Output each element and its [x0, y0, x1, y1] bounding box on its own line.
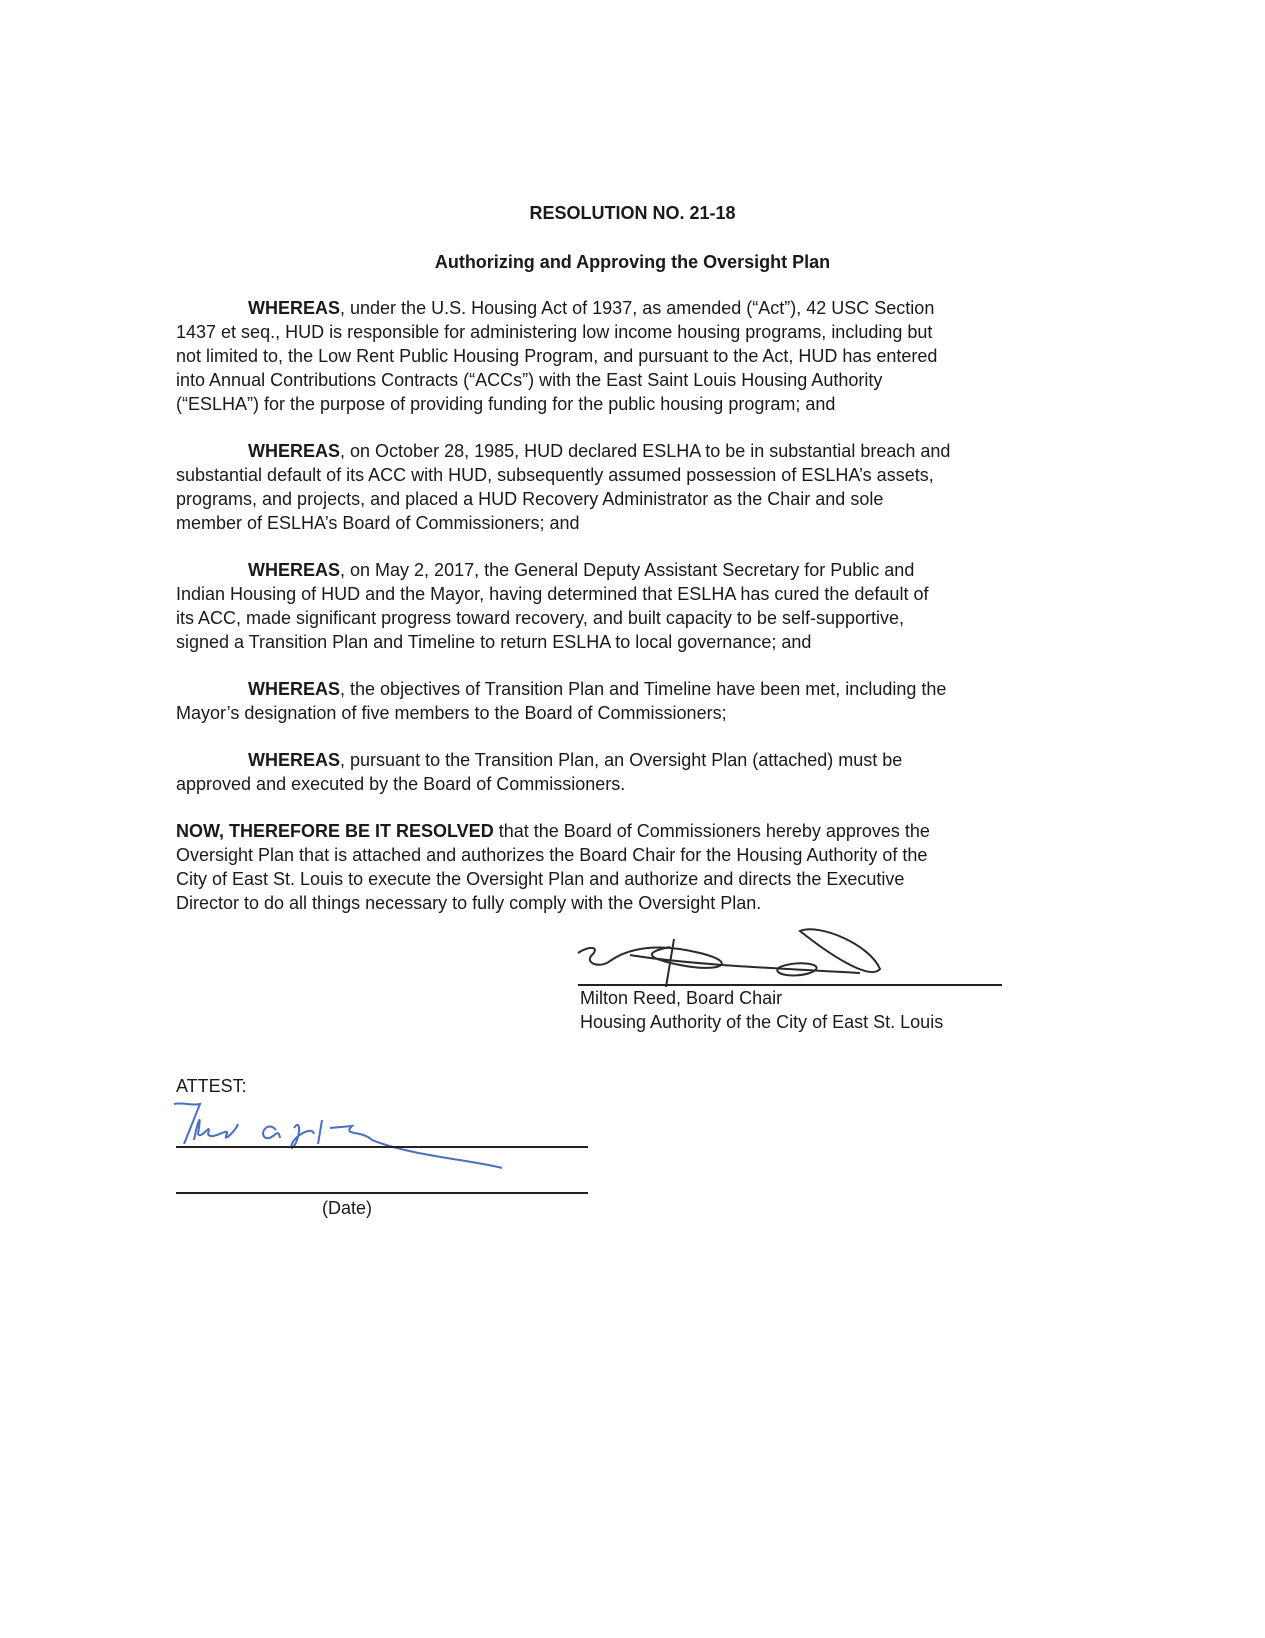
signatory-organization: Housing Authority of the City of East St. Louis — [580, 1012, 944, 1032]
line-text: substantial default of its ACC with HUD, subsequently assumed possession of ESLHA’s assets, — [176, 465, 934, 485]
paragraph-lead: NOW, THEREFORE BE IT RESOLVED — [176, 821, 494, 841]
paragraph-line — [176, 891, 1056, 915]
paragraph-line — [176, 368, 1056, 392]
attest-signature-line — [176, 1146, 588, 1148]
resolution-title: RESOLUTION NO. 21-18 — [529, 203, 736, 223]
paragraph-line — [176, 843, 1056, 867]
line-text: City of East St. Louis to execute the Oversight Plan and authorize and directs the Executive — [176, 869, 905, 889]
paragraph-line — [176, 701, 1056, 725]
signatory-name: Milton Reed, Board Chair — [580, 988, 783, 1008]
paragraph-line — [176, 344, 1056, 368]
attest-signature-icon — [172, 1100, 512, 1175]
paragraph — [176, 558, 1056, 654]
line-text: Oversight Plan that is attached and authorizes the Board Chair for the Housing Authority of the — [176, 845, 928, 865]
paragraph-line — [176, 772, 1056, 796]
paragraph — [176, 819, 1056, 915]
paragraph-line — [176, 296, 1056, 320]
paragraph-lead: WHEREAS — [248, 750, 341, 770]
paragraph-lead: WHEREAS — [248, 441, 341, 461]
line-text: , on October 28, 1985, HUD declared ESLHA to be in substantial breach and — [340, 441, 951, 461]
paragraph — [176, 677, 1056, 725]
attest-label: ATTEST: — [176, 1076, 247, 1096]
line-text: programs, and projects, and placed a HUD Recovery Administrator as the Chair and sole — [176, 489, 884, 509]
line-text: , on May 2, 2017, the General Deputy Assistant Secretary for Public and — [340, 560, 915, 580]
paragraph-line — [176, 630, 1056, 654]
paragraph-line — [176, 867, 1056, 891]
paragraph-lead: WHEREAS — [248, 560, 341, 580]
paragraph-line — [176, 320, 1056, 344]
resolution-subtitle: Authorizing and Approving the Oversight Plan — [434, 252, 831, 272]
paragraph-line — [176, 558, 1056, 582]
paragraph-lead: WHEREAS — [248, 298, 341, 318]
line-text: , under the U.S. Housing Act of 1937, as amended (“Act”), 42 USC Section — [340, 298, 935, 318]
line-text: approved and executed by the Board of Commissioners. — [176, 774, 626, 794]
line-text: 1437 et seq., HUD is responsible for administering low income housing programs, including but — [176, 322, 933, 342]
paragraph — [176, 296, 1056, 416]
paragraph-line — [176, 511, 1056, 535]
paragraph-line — [176, 748, 1056, 772]
paragraph-line — [176, 606, 1056, 630]
line-text: signed a Transition Plan and Timeline to return ESLHA to local governance; and — [176, 632, 812, 652]
line-text: into Annual Contributions Contracts (“ACCs”) with the East Saint Louis Housing Authority — [176, 370, 883, 390]
line-text: member of ESLHA’s Board of Commissioners; and — [176, 513, 580, 533]
paragraph-line — [176, 819, 1056, 843]
paragraph — [176, 439, 1056, 535]
paragraph-line — [176, 677, 1056, 701]
line-text: Director to do all things necessary to fully comply with the Oversight Plan. — [176, 893, 762, 913]
line-text: not limited to, the Low Rent Public Housing Program, and pursuant to the Act, HUD has entered — [176, 346, 938, 366]
date-line — [176, 1192, 588, 1194]
line-text: , pursuant to the Transition Plan, an Oversight Plan (attached) must be — [340, 750, 903, 770]
paragraph-line — [176, 439, 1056, 463]
paragraph-lead: WHEREAS — [248, 679, 341, 699]
paragraph — [176, 748, 1056, 796]
line-text: (“ESLHA”) for the purpose of providing funding for the public housing program; and — [176, 394, 836, 414]
paragraph-line — [176, 487, 1056, 511]
date-label: (Date) — [322, 1198, 373, 1218]
paragraph-line — [176, 392, 1056, 416]
paragraph-line — [176, 463, 1056, 487]
line-text: that the Board of Commissioners hereby approves the — [493, 821, 930, 841]
line-text: Indian Housing of HUD and the Mayor, having determined that ESLHA has cured the default of — [176, 584, 929, 604]
paragraph-line — [176, 582, 1056, 606]
line-text: its ACC, made significant progress toward recovery, and built capacity to be self-supportive, — [176, 608, 905, 628]
line-text: , the objectives of Transition Plan and Timeline have been met, including the — [340, 679, 947, 699]
line-text: Mayor’s designation of five members to the Board of Commissioners; — [176, 703, 727, 723]
